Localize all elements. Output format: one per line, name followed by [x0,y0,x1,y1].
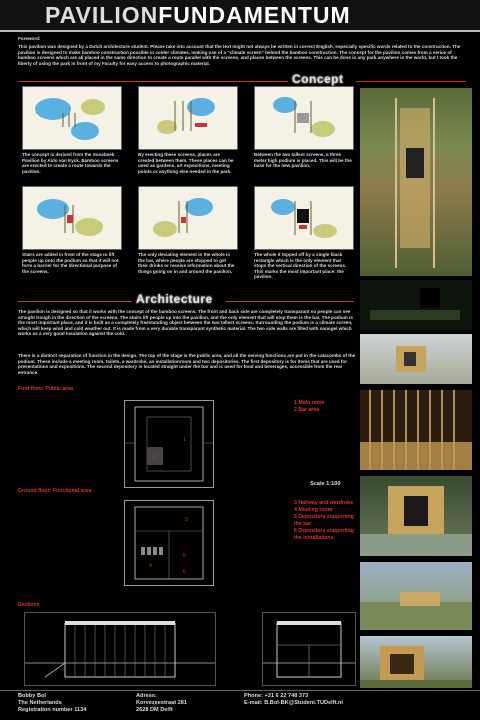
bamboo-entrance-photo [360,476,472,556]
concept-caption-1: The concept is derived from the Sonsbeek Pavilion by Aldo van Eyck. Bamboo screens are erected to create a route towards the pavilion. [22,152,119,174]
section-drawing-2 [262,612,356,686]
foreword-text: This pavilion was designed by a Dutch architecture student. Please take into account that the text might not always be written in correct English, especially specific words related to the construction. The pavilion is designed to make bamboo construction possible in colder climates, making use of a “climate screen” behind the bamboo construction. The concept for the pavilion comes from a serice of bamboo screens which are all placed in the same direction to create a route parallel with the screens, and places between the screens. This can be done in any park anywhere in the world, but I took the liberty of using the park in front of my Faculty for easy access to photographic material. [18,44,461,66]
svg-text:4: 4 [149,563,152,569]
architecture-line [18,301,132,302]
pavilion-park-photo [360,636,472,688]
ground-floor-plan [124,500,214,586]
concept-diagram-6 [254,186,354,250]
legend-depository-bar: 5 Depository supporting [294,514,354,520]
concept-caption-5: The only deviating element in the whole is the bar, where people are stopped to get their drinks or receive information about the things going on in and around the pavilion. [138,252,235,274]
svg-text:5: 5 [183,553,186,559]
first-floor-plan [124,400,214,488]
section-drawing-1 [24,612,216,686]
concept-caption-6: The whole it topped off by a single black rectangle which is the only element that stops the vertical direction of the screens. This marks the most important place: the pavilion. [254,252,347,280]
architecture-para-1: The pavilion is designed so that it works with the concept of the bamboo screens. The front and back side are completely transparant so people can see straight trough in the direction of the screens. The stairs lift people up into the pavilion, and the only element that will stop them is the bar. The podium is the most important place, and it is built as a completely freestanding object between the two tallest screens. Surrounding the podium is a climate screen, which will keep wind and cold weather out. It is made from a very durable transparant synthetic material. The two side walls are filled with nanogel which works as a very good insulation against the cold. [18,309,353,337]
svg-text:3: 3 [185,517,188,523]
concept-line [18,81,288,82]
ground-floor-label: Ground floor: Functional area [18,488,92,494]
title-part-2: FUNDAMENTUM [158,2,351,28]
footer-city: 2628 DM Delft [136,707,173,713]
scale-label: Scale 1:100 [310,481,341,487]
legend-bar-area: 2 Bar area [294,407,320,413]
footer-street: Korvezeestraat 281 [136,700,187,706]
svg-text:1: 1 [183,437,186,443]
bamboo-interior-photo [360,390,472,470]
night-model-photo [360,280,472,330]
footer-address-label: Adress: [136,693,157,699]
concept-caption-2: By erecting these screens, places are created between them. These places can be used as gardens, art expositions, meeting points or anything else needed in the park. [138,152,234,174]
footer-name: Bobby Bol [18,693,46,699]
park-photo [360,562,472,630]
concept-line-right [356,81,466,82]
legend-meeting-room: 4 Meeting room [294,507,333,513]
footer-country: The Netherlands [18,700,62,706]
title-part-1: PAVILION [45,2,159,28]
footer-rule [0,690,480,691]
concept-diagram-5 [138,186,238,250]
concept-caption-3: Between the two tallest screens, a three meter high podium is placed. This will be the base for the new pavilion. [254,152,352,169]
title-bar [0,0,480,30]
svg-text:2: 2 [153,455,156,461]
footer-phone: Phone: +31 6 22 748 373 [244,693,309,699]
first-floor-label: First floor: Public area [18,386,74,392]
first-floor-legend [294,400,325,414]
legend-main-room: 1 Main room [294,400,325,406]
legend-hallway: 3 Hallway and wardrobe [294,500,354,506]
architecture-para-2: There is a distinct separation of function in the design. The top of the stage is the public area, and all the serving functions are put in the catacombs of the podium. These include a meeting room, toilets, a wardrobe, an installationroom and two depositories. The first depository is for items that are used for presentations and expositions. The second depository is located straight under the bar and is used for food and beverages, accessible from the rear entrance. [18,353,356,375]
concept-diagram-1 [22,86,122,150]
ground-floor-legend [294,500,354,542]
architecture-line-right [226,301,354,302]
concept-diagram-4 [22,186,122,250]
title-rule [0,30,480,32]
foreword-label: Foreword: [18,36,41,41]
concept-caption-4: Stairs are added in front of the stage to lift people up onto the podium so that it will not form a barrier for the directional purpose of the screens. [22,252,119,274]
footer-email[interactable]: E-mail: B.Bol-BK@Student.TUDelft.nl [244,700,343,706]
poster-title [45,2,351,29]
pavilion-model-photo-1 [360,334,472,384]
concept-heading: Concept [292,72,344,86]
architecture-heading: Architecture [136,292,213,306]
aerial-model-photo [360,88,472,276]
svg-text:6: 6 [183,569,186,575]
legend-depository-bar-2: the bar [294,521,312,527]
footer-contact [244,693,343,707]
footer-registration: Registration number 1134 [18,707,87,713]
legend-depository-installations-2: the installations [294,535,334,541]
concept-diagram-3 [254,86,354,150]
sections-label: Sections [18,602,40,608]
legend-depository-installations: 6 Depository supporting [294,528,354,534]
footer-author [18,693,86,714]
concept-diagram-2 [138,86,238,150]
footer-address [136,693,187,714]
